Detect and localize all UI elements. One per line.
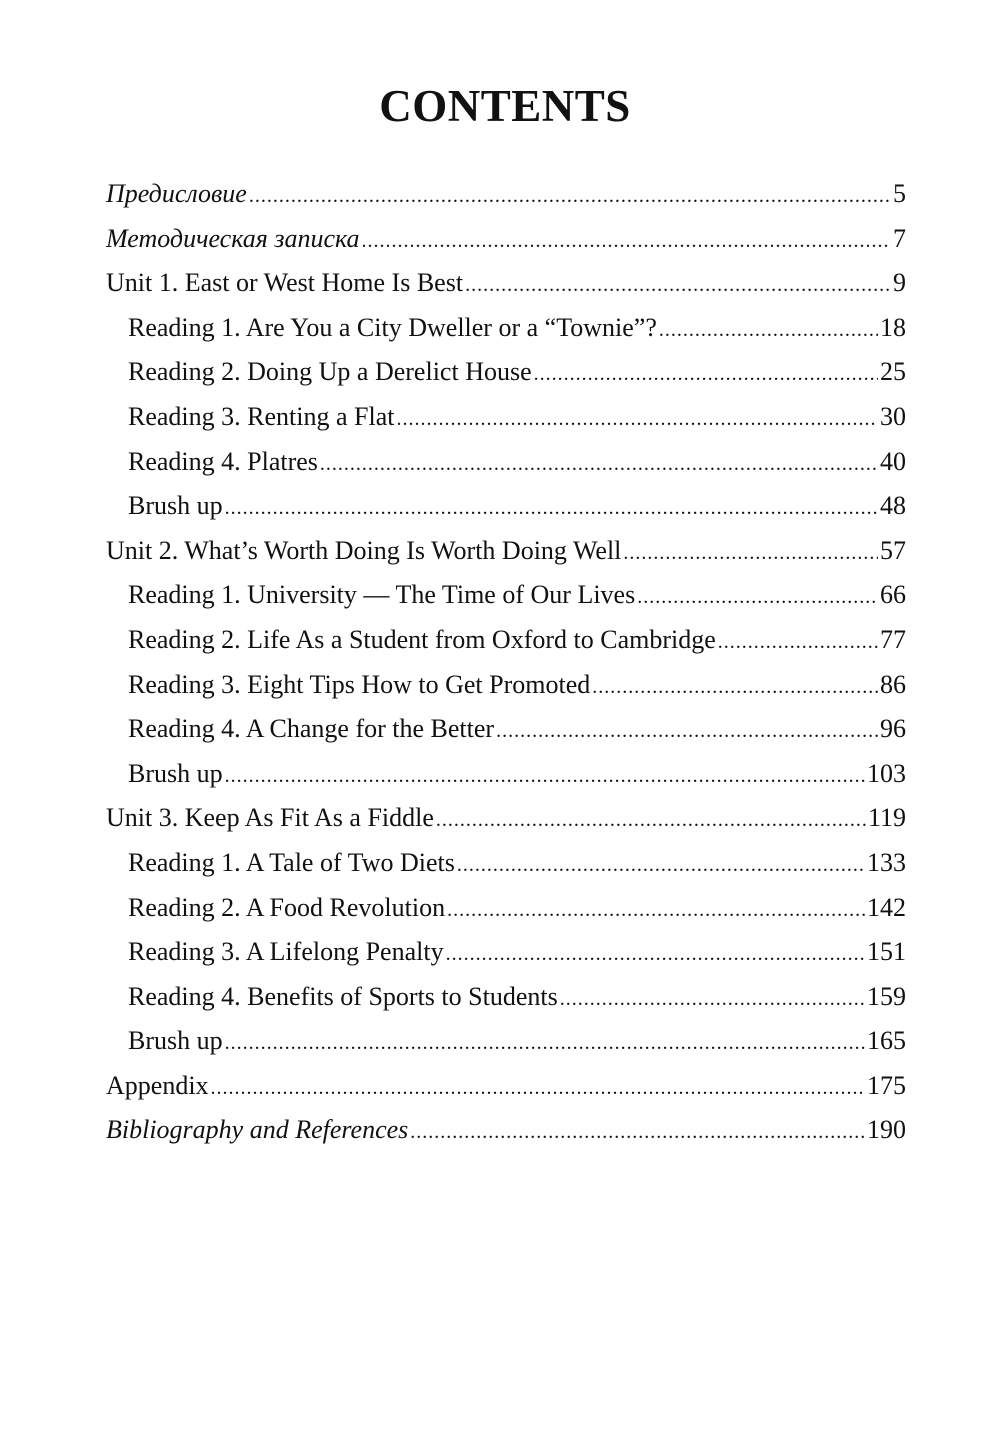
dot-leader [560, 977, 865, 1022]
toc-entry-title: Brush up [128, 491, 223, 521]
toc-entry-title: Appendix [106, 1070, 209, 1100]
toc-entry-title: Reading 1. A Tale of Two Diets [128, 847, 455, 877]
dot-leader [396, 397, 878, 442]
dot-leader [534, 352, 878, 397]
dot-leader [362, 219, 891, 264]
toc-entry-title: Reading 1. Are You a City Dweller or a “Townie”? [128, 312, 657, 342]
toc-entry-title: Reading 2. A Food Revolution [128, 892, 446, 922]
toc-entry[interactable] [106, 707, 906, 752]
toc-entry[interactable] [106, 886, 906, 931]
toc-entry-title: Reading 2. Life As a Student from Oxford to Cambridge [128, 624, 716, 654]
toc-entry-title: Reading 4. Benefits of Sports to Students [128, 981, 558, 1011]
toc-entry[interactable] [106, 440, 906, 485]
toc-entry[interactable] [106, 1064, 906, 1109]
toc-entry[interactable] [106, 975, 906, 1020]
toc-entry-page-number: 77 [880, 624, 906, 654]
toc-entry-title: Reading 4. Platres [128, 446, 318, 476]
toc-entry[interactable] [106, 172, 906, 217]
toc-entry-page-number: 190 [867, 1115, 906, 1145]
toc-entry-page-number: 119 [867, 803, 906, 833]
toc-entry-title: Unit 3. Keep As Fit As a Fiddle [106, 803, 434, 833]
toc-entry-title: Методическая записка [106, 223, 360, 253]
toc-entry-title: Reading 2. Doing Up a Derelict House [128, 357, 532, 387]
table-of-contents [106, 172, 906, 1153]
toc-entry[interactable] [106, 217, 906, 262]
toc-entry-page-number: 40 [880, 446, 906, 476]
toc-entry-title: Reading 3. A Lifelong Penalty [128, 937, 444, 967]
dot-leader [718, 620, 878, 665]
toc-entry[interactable] [106, 573, 906, 618]
toc-entry[interactable] [106, 618, 906, 663]
toc-entry-title: Brush up [128, 758, 223, 788]
toc-entry[interactable] [106, 395, 906, 440]
toc-entry-page-number: 175 [867, 1070, 906, 1100]
toc-entry-page-number: 86 [880, 669, 906, 699]
toc-entry[interactable] [106, 841, 906, 886]
dot-leader [249, 174, 891, 219]
dot-leader [225, 1021, 865, 1066]
toc-entry-page-number: 159 [867, 981, 906, 1011]
toc-entry-page-number: 142 [867, 892, 906, 922]
toc-entry-title: Reading 4. A Change for the Better [128, 714, 495, 744]
toc-entry-page-number: 48 [880, 491, 906, 521]
toc-entry-title: Bibliography and References [106, 1115, 409, 1145]
toc-entry-page-number: 7 [893, 223, 906, 253]
dot-leader [436, 798, 866, 843]
toc-entry-title: Reading 3. Renting a Flat [128, 401, 395, 431]
toc-entry[interactable] [106, 529, 906, 574]
dot-leader [637, 575, 878, 620]
toc-entry-title: Reading 1. University — The Time of Our Lives [128, 580, 636, 610]
dot-leader [320, 442, 878, 487]
toc-entry-page-number: 9 [893, 268, 906, 298]
dot-leader [457, 843, 865, 888]
dot-leader [225, 754, 865, 799]
toc-entry[interactable] [106, 306, 906, 351]
dot-leader [211, 1066, 865, 1111]
toc-entry-page-number: 57 [880, 535, 906, 565]
toc-entry-page-number: 151 [867, 937, 906, 967]
toc-entry-page-number: 165 [867, 1026, 906, 1056]
toc-entry[interactable] [106, 663, 906, 708]
dot-leader [410, 1110, 865, 1155]
toc-entry[interactable] [106, 1108, 906, 1153]
toc-entry-title: Предисловие [106, 179, 247, 208]
toc-entry[interactable] [106, 484, 906, 529]
toc-entry-page-number: 133 [867, 847, 906, 877]
toc-entry-title: Brush up [128, 1026, 223, 1056]
toc-entry[interactable] [106, 261, 906, 306]
toc-entry[interactable] [106, 350, 906, 395]
toc-entry[interactable] [106, 796, 906, 841]
toc-entry[interactable] [106, 930, 906, 975]
toc-entry-title: Unit 1. East or West Home Is Best [106, 268, 464, 298]
page-title: CONTENTS [379, 81, 631, 131]
toc-entry-page-number: 103 [867, 758, 906, 788]
dot-leader [225, 486, 878, 531]
dot-leader [446, 932, 865, 977]
dot-leader [592, 665, 878, 710]
toc-entry-page-number: 18 [880, 312, 906, 342]
dot-leader [659, 308, 878, 353]
dot-leader [465, 263, 891, 308]
toc-entry-page-number: 5 [893, 179, 906, 208]
dot-leader [496, 709, 878, 754]
dot-leader [447, 888, 865, 933]
toc-entry[interactable] [106, 752, 906, 797]
toc-entry-page-number: 96 [880, 714, 906, 744]
toc-entry-page-number: 30 [880, 401, 906, 431]
toc-entry-title: Reading 3. Eight Tips How to Get Promoted [128, 669, 591, 699]
dot-leader [623, 531, 878, 576]
toc-entry[interactable] [106, 1019, 906, 1064]
toc-entry-page-number: 66 [880, 580, 906, 610]
toc-entry-title: Unit 2. What’s Worth Doing Is Worth Doing Well [106, 535, 622, 565]
toc-entry-page-number: 25 [880, 357, 906, 387]
